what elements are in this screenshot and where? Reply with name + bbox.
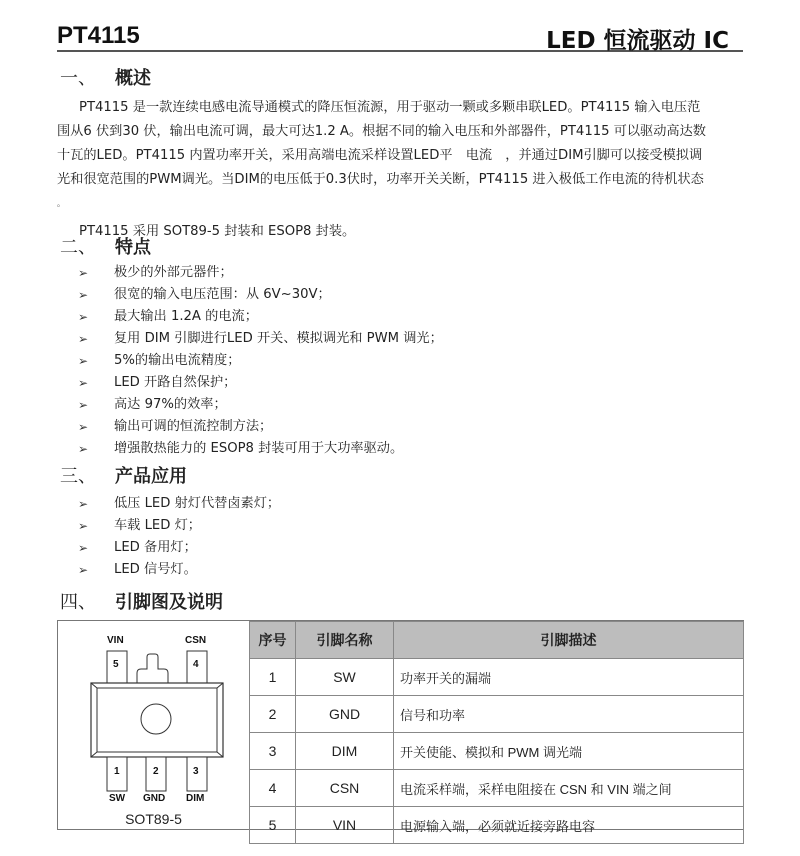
table-row — [250, 733, 744, 770]
overview-line: PT4115 是一款连续电感电流导通模式的降压恒流源，用于驱动一颗或多颗串联LED。PT4115 输入电压范 — [79, 100, 701, 115]
table-row — [250, 659, 744, 696]
package-diagram — [58, 621, 250, 829]
arrow-bullet-icon: ➢ — [78, 519, 89, 533]
arrow-bullet-icon: ➢ — [78, 376, 89, 390]
list-item — [78, 537, 280, 559]
pin-number: 1 — [114, 766, 120, 777]
table-row — [250, 696, 744, 733]
arrow-bullet-icon: ➢ — [78, 354, 89, 368]
list-item — [78, 416, 443, 438]
pin-name: CSN — [296, 770, 394, 807]
pin-name: SW — [296, 659, 394, 696]
pin-desc: 功率开关的漏端 — [394, 659, 744, 696]
part-number: PT4115 — [57, 22, 140, 49]
sot89-chip-icon — [58, 621, 249, 811]
overview-line: 。 — [57, 199, 65, 208]
feature-text: 极少的外部元器件； — [114, 265, 233, 280]
list-item — [78, 372, 443, 394]
pin-number: 4 — [193, 659, 199, 670]
pin-no: 1 — [250, 659, 296, 696]
arrow-bullet-icon: ➢ — [78, 497, 89, 511]
pin-label-sw: SW — [109, 793, 126, 804]
section-title: 概述 — [115, 68, 151, 89]
feature-text: 复用 DIM 引脚进行LED 开关、模拟调光和 PWM 调光； — [114, 331, 443, 346]
doc-title: LED 恒流驱动 IC — [546, 28, 729, 54]
header-name: 引脚名称 — [296, 622, 394, 659]
section-title: 引脚图及说明 — [115, 592, 223, 613]
pin-label-dim: DIM — [186, 793, 205, 804]
list-item — [78, 328, 443, 350]
feature-text: 很宽的输入电压范围：从 6V~30V； — [114, 287, 331, 302]
table-header-row — [250, 622, 744, 659]
features-list — [78, 262, 443, 460]
list-item — [78, 559, 280, 581]
table-row — [250, 770, 744, 807]
section-number: 四、 — [60, 592, 96, 613]
pin-label-vin: VIN — [107, 635, 124, 646]
section-number: 三、 — [60, 466, 96, 487]
list-item — [78, 394, 443, 416]
feature-text: 高达 97%的效率； — [114, 397, 227, 412]
pin-no: 2 — [250, 696, 296, 733]
list-item — [78, 262, 443, 284]
arrow-bullet-icon: ➢ — [78, 442, 89, 456]
list-item — [78, 515, 280, 537]
pinout-box — [57, 620, 744, 834]
feature-text: 最大输出 1.2A 的电流； — [114, 309, 258, 324]
application-text: LED 信号灯。 — [114, 562, 197, 577]
header-no: 序号 — [250, 622, 296, 659]
section-heading-applications — [60, 462, 187, 488]
arrow-bullet-icon: ➢ — [78, 266, 89, 280]
pin-desc: 开关使能、模拟和 PWM 调光端 — [394, 733, 744, 770]
arrow-bullet-icon: ➢ — [78, 398, 89, 412]
list-item — [78, 350, 443, 372]
section-heading-overview — [60, 64, 151, 90]
pin-name: DIM — [296, 733, 394, 770]
section-number: 二、 — [60, 237, 96, 258]
pin-description-table — [249, 621, 744, 844]
section-heading-pinout — [60, 588, 223, 614]
list-item — [78, 493, 280, 515]
pin-number: 2 — [153, 766, 159, 777]
application-text: 低压 LED 射灯代替卤素灯； — [114, 496, 281, 511]
feature-text: LED 开路自然保护； — [114, 375, 237, 390]
feature-text: 输出可调的恒流控制方法； — [114, 419, 273, 434]
feature-text: 增强散热能力的 ESOP8 封装可用于大功率驱动。 — [114, 441, 404, 456]
arrow-bullet-icon: ➢ — [78, 288, 89, 302]
pin-no: 4 — [250, 770, 296, 807]
overview-line: 十瓦的LED。PT4115 内置功率开关，采用高端电流采样设置LED平 电流 ，并通过DIM引脚可以接受模拟调 — [57, 148, 703, 163]
overview-line: 光和很宽范围的PWM调光。当DIM的电压低于0.3伏时，功率开关关断，PT4115 进入极低工作电流的待机状态 — [57, 172, 704, 187]
pin-no: 3 — [250, 733, 296, 770]
pin-desc: 电流采样端，采样电阻接在 CSN 和 VIN 端之间 — [394, 770, 744, 807]
pin-number: 5 — [113, 659, 119, 670]
overview-line: 围从6 伏到30 伏，输出电流可调，最大可达1.2 A。根据不同的输入电压和外部器件，PT4115 可以驱动高达数 — [57, 124, 706, 139]
arrow-bullet-icon: ➢ — [78, 420, 89, 434]
list-item — [78, 306, 443, 328]
arrow-bullet-icon: ➢ — [78, 563, 89, 577]
arrow-bullet-icon: ➢ — [78, 541, 89, 555]
arrow-bullet-icon: ➢ — [78, 332, 89, 346]
list-item — [78, 284, 443, 306]
arrow-bullet-icon: ➢ — [78, 310, 89, 324]
pin-label-gnd: GND — [143, 793, 166, 804]
section-title: 产品应用 — [115, 466, 187, 487]
pin-desc: 电源输入端，必须就近接旁路电容 — [394, 807, 744, 844]
feature-text: 5%的输出电流精度； — [114, 353, 241, 368]
table-row — [250, 807, 744, 844]
pin-no: 5 — [250, 807, 296, 844]
application-text: LED 备用灯； — [114, 540, 197, 555]
pin-desc: 信号和功率 — [394, 696, 744, 733]
pin-number: 3 — [193, 766, 199, 777]
pin-label-csn: CSN — [185, 635, 207, 646]
page-header — [57, 20, 743, 52]
list-item — [78, 438, 443, 460]
section-number: 一、 — [60, 68, 96, 89]
section-title: 特点 — [115, 237, 151, 258]
pin-name: GND — [296, 696, 394, 733]
header-desc: 引脚描述 — [394, 622, 744, 659]
pin-name: VIN — [296, 807, 394, 844]
applications-list — [78, 493, 280, 581]
overview-text — [57, 96, 747, 244]
section-heading-features — [60, 233, 151, 259]
application-text: 车载 LED 灯； — [114, 518, 201, 533]
overview-package: PT4115 采用 SOT89-5 封装和 ESOP8 封装。 — [79, 224, 356, 239]
package-name: SOT89-5 — [125, 811, 182, 827]
